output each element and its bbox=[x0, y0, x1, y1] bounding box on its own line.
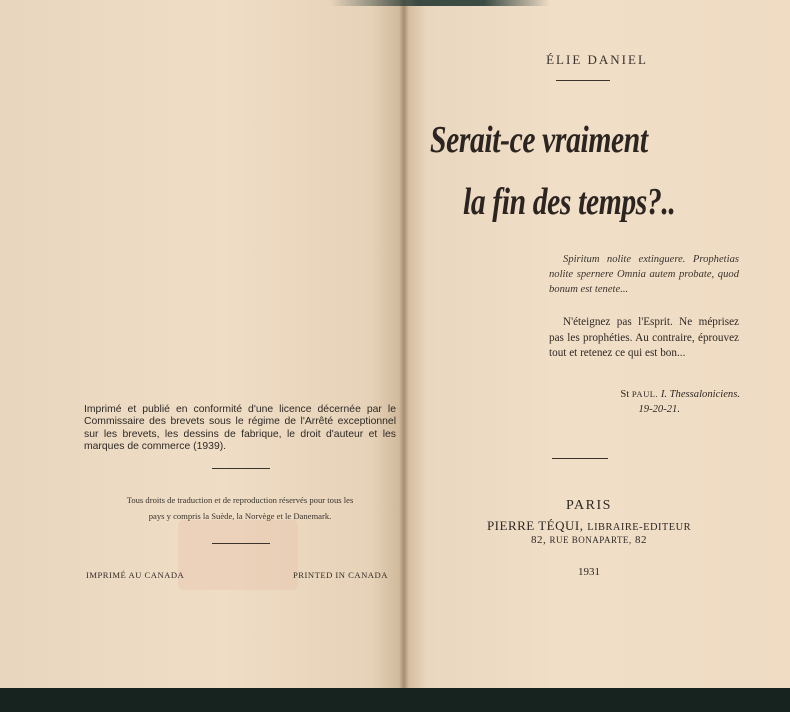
publisher-line bbox=[404, 518, 774, 534]
publisher-role: LIBRAIRE-EDITEUR bbox=[587, 522, 692, 533]
publication-year: 1931 bbox=[578, 566, 600, 578]
printed-in-canada-fr: IMPRIMÉ AU CANADA bbox=[86, 570, 185, 580]
address-street: RUE BONAPARTE, bbox=[549, 535, 632, 545]
citation-paul: PAUL. bbox=[631, 389, 659, 399]
epigraph-latin: Spiritum nolite extinguere. Prophetias nolite spernere Omnia autem probate, quod bonum est tenete... bbox=[549, 254, 739, 296]
author-name: ÉLIE DANIEL bbox=[546, 52, 648, 67]
printed-in-canada-en: PRINTED IN CANADA bbox=[293, 570, 388, 580]
rights-line-2: pays y compris la Suède, la Norvège et le Danemark. bbox=[148, 511, 332, 521]
top-shadow bbox=[330, 0, 550, 6]
citation-reference: 19-20-21. bbox=[638, 404, 680, 416]
citation-book: I. Thessaloniciens. bbox=[660, 389, 740, 400]
book-spine bbox=[399, 0, 409, 690]
address-number: 82, bbox=[531, 534, 547, 546]
bottom-background bbox=[0, 688, 790, 712]
publisher-name: PIERRE TÉQUI, bbox=[486, 518, 584, 533]
faint-stain bbox=[178, 520, 298, 590]
rights-notice bbox=[84, 492, 396, 524]
rights-line-1: Tous droits de traduction et de reproduction réservés pour tous les bbox=[126, 495, 354, 505]
divider-rule-author bbox=[556, 80, 610, 81]
licence-notice: Imprimé et publié en conformité d'une licence décernée par le Commissaire des brevets sous le régime de l'Arrêté exceptionnel sur les brevets, les dessins de fabrique, le droit d'auteur et les marques de commerce (1939). bbox=[84, 404, 396, 453]
publisher-city: PARIS bbox=[566, 498, 612, 513]
address-end: 82 bbox=[634, 534, 647, 546]
book-title-line-2: la fin des temps?.. bbox=[463, 181, 676, 223]
citation-saint: St bbox=[620, 389, 630, 400]
epigraph-citation bbox=[560, 387, 740, 418]
divider-rule-left-1 bbox=[212, 468, 270, 469]
divider-rule-left-2 bbox=[212, 543, 270, 544]
epigraph-french: N'éteignez pas l'Esprit. Ne méprisez pas les prophéties. Au contraire, éprouvez tout et retenez ce qui est bon... bbox=[549, 316, 739, 360]
divider-rule-right bbox=[552, 458, 608, 459]
publisher-address bbox=[404, 534, 774, 546]
book-title-line-1: Serait-ce vraiment bbox=[430, 119, 648, 161]
